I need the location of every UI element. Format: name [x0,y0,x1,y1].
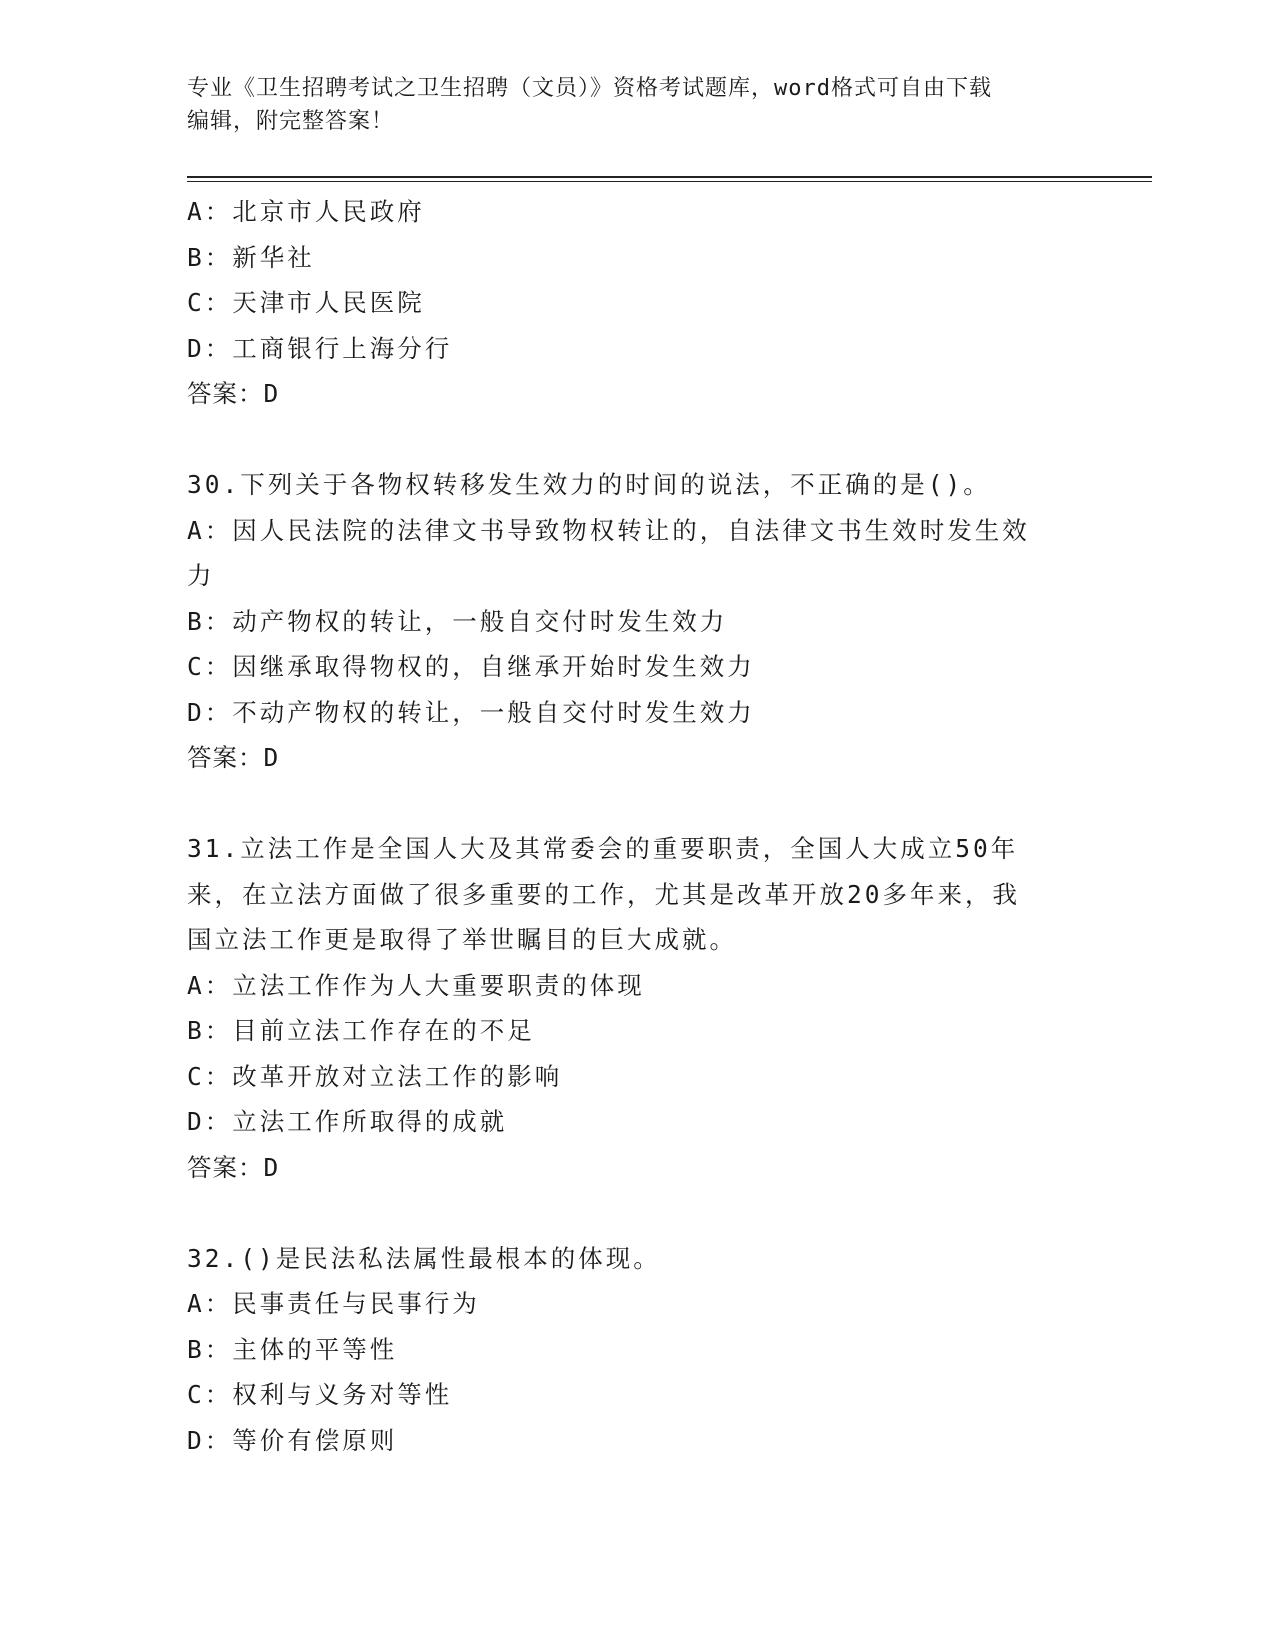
question-30 [187,462,1087,781]
option-b: B：目前立法工作存在的不足 [187,1016,535,1045]
header-divider-thick [187,176,1152,178]
question-stem-continued: 国立法工作更是取得了举世瞩目的巨大成就。 [187,925,737,954]
option-d: D：等价有偿原则 [187,1425,398,1455]
question-stem: 31.立法工作是全国人大及其常委会的重要职责，全国人大成立50年 [187,834,1019,863]
question-list [187,189,1087,1463]
option-b: B：动产物权的转让，一般自交付时发生效力 [187,606,728,636]
option-a: A：北京市人民政府 [187,197,425,226]
answer-line: 答案：D [187,743,280,772]
question-29 [187,189,1087,417]
option-d: D：工商银行上海分行 [187,333,453,363]
spacer [187,417,1087,463]
option-d: D：不动产物权的转让，一般自交付时发生效力 [187,697,755,727]
option-b: B：主体的平等性 [187,1334,398,1364]
header-line-2: 编辑，附完整答案！ [187,109,395,134]
answer-line: 答案：D [187,1152,280,1182]
option-a: A：民事责任与民事行为 [187,1289,480,1318]
header-line-1: 专业《卫生招聘考试之卫生招聘（文员）》资格考试题库，word格式可自由下载 [187,76,992,101]
answer-line: 答案：D [187,379,280,408]
spacer [187,1190,1087,1236]
option-c: C：权利与义务对等性 [187,1380,453,1409]
question-stem: 32.()是民法私法属性最根本的体现。 [187,1243,661,1273]
option-c: C：因继承取得物权的，自继承开始时发生效力 [187,652,755,681]
question-31 [187,826,1087,1190]
option-c: C：改革开放对立法工作的影响 [187,1061,563,1091]
question-stem-continued: 来，在立法方面做了很多重要的工作，尤其是改革开放20多年来，我 [187,879,1020,909]
option-c: C：天津市人民医院 [187,288,425,317]
question-stem: 30.下列关于各物权转移发生效力的时间的说法，不正确的是()。 [187,470,991,499]
spacer [187,781,1087,827]
option-d: D：立法工作所取得的成就 [187,1107,508,1136]
option-a-continued: 力 [187,561,215,590]
document-header [187,72,1087,138]
option-b: B：新华社 [187,242,315,272]
option-a: A：因人民法院的法律文书导致物权转让的，自法律文书生效时发生效 [187,515,1030,545]
option-a: A：立法工作作为人大重要职责的体现 [187,970,645,1000]
header-divider-thin [187,181,1152,182]
question-32 [187,1236,1087,1464]
